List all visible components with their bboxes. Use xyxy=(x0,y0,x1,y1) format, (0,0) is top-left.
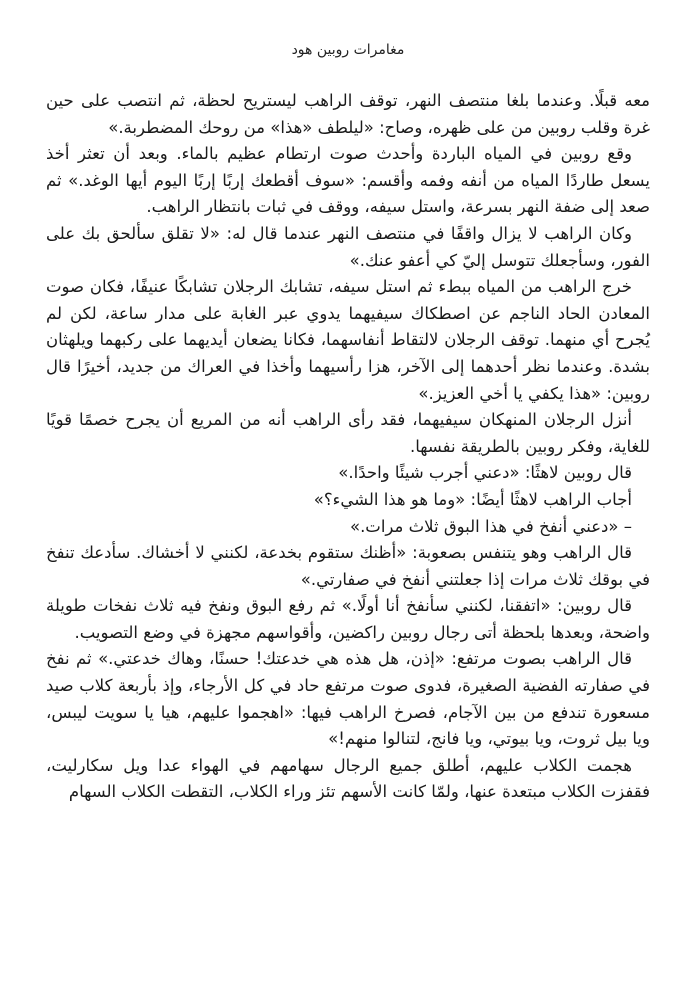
dialogue-line: – «دعني أنفخ في هذا البوق ثلاث مرات.» xyxy=(349,516,632,536)
paragraph: وكان الراهب لا يزال واقفًا في منتصف النهر عندما قال له: «لا تقلق سألحق بك على الفور، وسأجعلك تتوسل إليّ كي أعفو عنك.» xyxy=(46,223,650,270)
paragraph: قال الراهب بصوت مرتفع: «إذن، هل هذه هي خدعتك! حسنًا، وهاك خدعتي.» ثم نفخ في صفارته الفضية الصغيرة، فدوى صوت مرتفع حاد في كل الأرجاء، وإذ بأربعة كلاب صيد مسعورة تندفع من بين الآجام، فصرخ الراهب فيها: «اهجموا عليهم، هيا يا سويت ليبس، ويا بيل ثروت، ويا بيوتي، ويا فانج، لتنالوا منهم!» xyxy=(46,649,650,749)
dialogue-line: أجاب الراهب لاهثًا أيضًا: «وما هو هذا الشيء؟» xyxy=(313,489,632,509)
paragraph: وقع روبين في المياه الباردة وأحدث صوت ارتطام عظيم بالماء. وبعد أن تعثر أخذ يسعل طاردًا المياه من أنفه وفمه وأقسم: «سوف أقطعك إربًا إربًا اليوم أيها الوغد.» ثم صعد إلى ضفة النهر بسرعة، واستل سيفه، ووقف في ثبات بانتظار الراهب. xyxy=(46,144,650,217)
running-header: مغامرات روبين هود xyxy=(291,42,405,58)
dialogue-line: قال روبين لاهثًا: «دعني أجرب شيئًا واحدًا.» xyxy=(338,463,632,483)
paragraph: معه قبلًا. وعندما بلغا منتصف النهر، توقف الراهب ليستريح لحظة، ثم انتصب على حين غرة وقلب روبين من على ظهره، وصاح: «ليلطف «هذا» من روحك المضطربة.» xyxy=(46,91,650,137)
paragraph: خرج الراهب من المياه ببطء ثم استل سيفه، تشابك الرجلان تشابكًا عنيفًا، فكان صوت المعادن الحاد الناجم عن اصطكاك سيفيهما يدوي عبر الغابة على مدار ساعة، لكن لم يُجرح أي منهما. توقف الرجلان لالتقاط أنفاسهما، فكانا يضعان أيديهما على ركبهما ويلهثان بشدة. وعندما نظر أحدهما إلى الآخر، هزا رأسيهما وأخذا في العراك من جديد، أخيرًا قال روبين: «هذا يكفي يا أخي العزيز.» xyxy=(46,277,650,403)
paragraph: قال الراهب وهو يتنفس بصعوبة: «أظنك ستقوم بخدعة، لكنني لا أخشاك. سأدعك تنفخ في بوقك ثلاث مرات إذا جعلتني أنفخ في صفارتي.» xyxy=(46,543,650,589)
paragraph: قال روبين: «اتفقنا، لكنني سأنفخ أنا أولًا.» ثم رفع البوق ونفخ فيه ثلاث نفخات طويلة واضحة، وبعدها بلحظة أتى رجال روبين راكضين، وأقواسهم مجهزة في وضع التصويب. xyxy=(46,596,650,642)
body-text xyxy=(46,88,650,806)
paragraph: هجمت الكلاب عليهم، أطلق جميع الرجال سهامهم في الهواء عدا ويل سكارليت، فقفزت الكلاب مبتعدة عنها، ولمّا كانت الأسهم تئز وراء الكلاب، التقطت الكلاب السهام xyxy=(46,755,650,802)
paragraph: أنزل الرجلان المنهكان سيفيهما، فقد رأى الراهب أنه من المريع أن يجرح خصمًا قويًا للغاية، وفكر روبين بالطريقة نفسها. xyxy=(46,410,650,456)
